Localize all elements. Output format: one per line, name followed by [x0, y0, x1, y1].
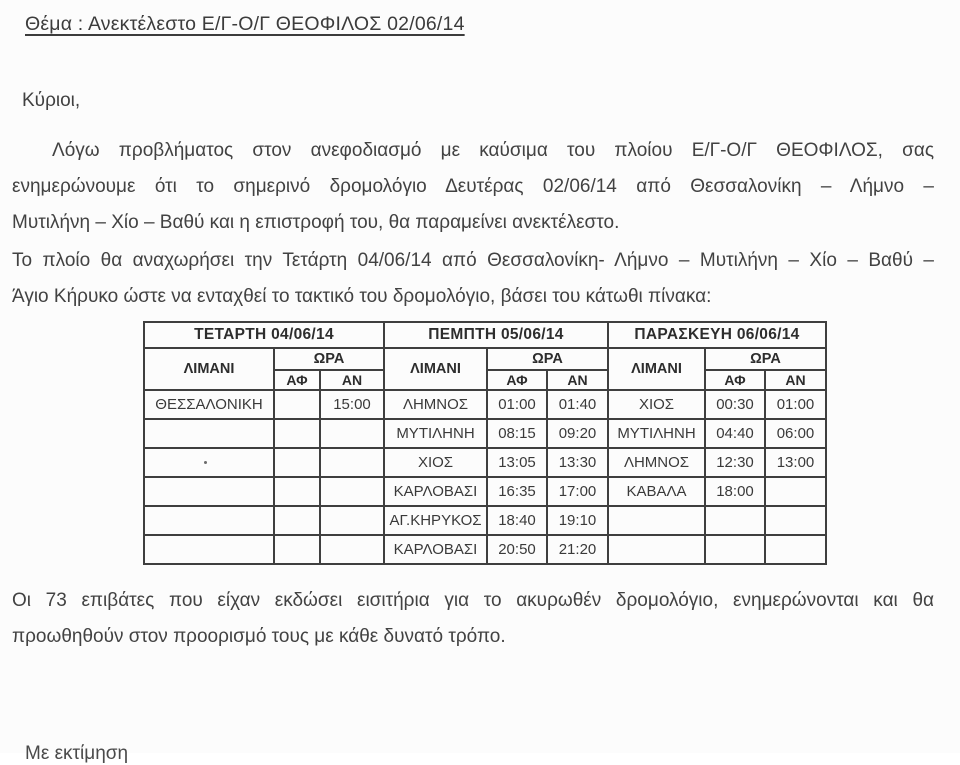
departure-cell — [320, 535, 384, 564]
arrival-cell — [274, 477, 320, 506]
arrival-cell: 04:40 — [705, 419, 765, 448]
departure-cell — [320, 477, 384, 506]
port-cell — [608, 506, 705, 535]
arrival-cell: 16:35 — [487, 477, 547, 506]
port-cell — [144, 448, 274, 477]
port-cell: ΧΙΟΣ — [384, 448, 487, 477]
port-cell — [608, 535, 705, 564]
time-column-header: ΩΡΑ — [274, 348, 384, 370]
paragraph-line: Λόγω προβλήματος στον ανεφοδιασμό με καύσιμα του πλοίου Ε/Γ-Ο/Γ ΘΕΟΦΙΛΟΣ, σας — [52, 140, 934, 161]
departure-cell: 01:40 — [547, 390, 608, 419]
arrival-cell: 20:50 — [487, 535, 547, 564]
schedule-table — [143, 321, 827, 565]
departure-header: ΑΝ — [547, 370, 608, 390]
salutation: Κύριοι, — [22, 90, 81, 111]
scan-speck — [204, 461, 207, 464]
port-cell: ΜΥΤΙΛΗΝΗ — [384, 419, 487, 448]
arrival-cell — [274, 419, 320, 448]
port-cell: ΜΥΤΙΛΗΝΗ — [608, 419, 705, 448]
table-row — [144, 448, 826, 477]
arrival-cell: 00:30 — [705, 390, 765, 419]
arrival-cell — [274, 448, 320, 477]
arrival-cell: 18:00 — [705, 477, 765, 506]
subheader-row-time — [144, 348, 826, 370]
table-row — [144, 535, 826, 564]
port-cell: ΑΓ.ΚΗΡΥΚΟΣ — [384, 506, 487, 535]
table-row — [144, 477, 826, 506]
port-cell — [144, 419, 274, 448]
arrival-cell: 08:15 — [487, 419, 547, 448]
departure-header: ΑΝ — [765, 370, 826, 390]
port-column-header: ΛΙΜΑΝΙ — [144, 348, 274, 390]
paragraph-cancellation-notice — [12, 133, 934, 241]
arrival-cell — [705, 535, 765, 564]
closing-salutation-partial: Με εκτίμηση — [25, 743, 129, 764]
subject-line: Θέμα : Ανεκτέλεστο Ε/Γ-Ο/Γ ΘΕΟΦΙΛΟΣ 02/06/14 — [25, 13, 465, 35]
departure-cell — [320, 419, 384, 448]
paragraph-line: Το πλοίο θα αναχωρήσει την Τετάρτη 04/06/14 από Θεσσαλονίκη- Λήμνο – Μυτιλήνη – Χίο – Βαθύ – — [12, 250, 934, 271]
arrival-header: ΑΦ — [274, 370, 320, 390]
arrival-cell: 13:05 — [487, 448, 547, 477]
port-column-header: ΛΙΜΑΝΙ — [608, 348, 705, 390]
port-cell — [144, 477, 274, 506]
port-cell: ΚΑΡΛΟΒΑΣΙ — [384, 535, 487, 564]
port-cell: ΧΙΟΣ — [608, 390, 705, 419]
paragraph-line: Οι 73 επιβάτες που είχαν εκδώσει εισιτήρια για το ακυρωθέν δρομολόγιο, ενημερώνονται και θα — [12, 590, 934, 611]
departure-cell: 13:00 — [765, 448, 826, 477]
time-column-header: ΩΡΑ — [705, 348, 826, 370]
day-header-wednesday: ΤΕΤΑΡΤΗ 04/06/14 — [144, 322, 384, 348]
departure-cell: 15:00 — [320, 390, 384, 419]
paragraph-line: Άγιο Κήρυκο ώστε να ενταχθεί το τακτικό του δρομολόγιο, βάσει του κάτωθι πίνακα: — [12, 286, 712, 307]
time-column-header: ΩΡΑ — [487, 348, 608, 370]
paragraph-passenger-info — [12, 583, 934, 655]
paragraph-departure-plan — [12, 243, 934, 315]
arrival-header: ΑΦ — [487, 370, 547, 390]
departure-cell: 17:00 — [547, 477, 608, 506]
departure-header: ΑΝ — [320, 370, 384, 390]
departure-cell: 21:20 — [547, 535, 608, 564]
paragraph-line: προωθηθούν στον προορισμό τους με κάθε δυνατό τρόπο. — [12, 626, 506, 647]
day-header-friday: ΠΑΡΑΣΚΕΥΗ 06/06/14 — [608, 322, 826, 348]
arrival-cell: 01:00 — [487, 390, 547, 419]
departure-cell: 09:20 — [547, 419, 608, 448]
port-cell: ΛΗΜΝΟΣ — [608, 448, 705, 477]
departure-cell — [765, 535, 826, 564]
arrival-header: ΑΦ — [705, 370, 765, 390]
port-cell — [144, 535, 274, 564]
port-cell: ΚΑΡΛΟΒΑΣΙ — [384, 477, 487, 506]
paragraph-line: Μυτιλήνη – Χίο – Βαθύ και η επιστροφή του, θα παραμείνει ανεκτέλεστο. — [12, 212, 620, 233]
day-header-thursday: ΠΕΜΠΤΗ 05/06/14 — [384, 322, 608, 348]
departure-cell: 19:10 — [547, 506, 608, 535]
departure-cell: 13:30 — [547, 448, 608, 477]
arrival-cell — [274, 535, 320, 564]
port-cell — [144, 506, 274, 535]
port-cell: ΚΑΒΑΛΑ — [608, 477, 705, 506]
arrival-cell — [705, 506, 765, 535]
departure-cell: 06:00 — [765, 419, 826, 448]
departure-cell — [320, 506, 384, 535]
departure-cell — [765, 506, 826, 535]
port-cell: ΛΗΜΝΟΣ — [384, 390, 487, 419]
arrival-cell — [274, 390, 320, 419]
table-row — [144, 506, 826, 535]
table-row — [144, 419, 826, 448]
port-cell: ΘΕΣΣΑΛΟΝΙΚΗ — [144, 390, 274, 419]
paragraph-line: ενημερώνουμε ότι το σημερινό δρομολόγιο Δευτέρας 02/06/14 από Θεσσαλονίκη – Λήμνο – — [12, 176, 934, 197]
departure-cell — [320, 448, 384, 477]
table-row — [144, 390, 826, 419]
arrival-cell: 18:40 — [487, 506, 547, 535]
departure-cell — [765, 477, 826, 506]
port-column-header: ΛΙΜΑΝΙ — [384, 348, 487, 390]
arrival-cell: 12:30 — [705, 448, 765, 477]
departure-cell: 01:00 — [765, 390, 826, 419]
schedule-table-wrapper — [143, 321, 827, 565]
arrival-cell — [274, 506, 320, 535]
day-header-row — [144, 322, 826, 348]
